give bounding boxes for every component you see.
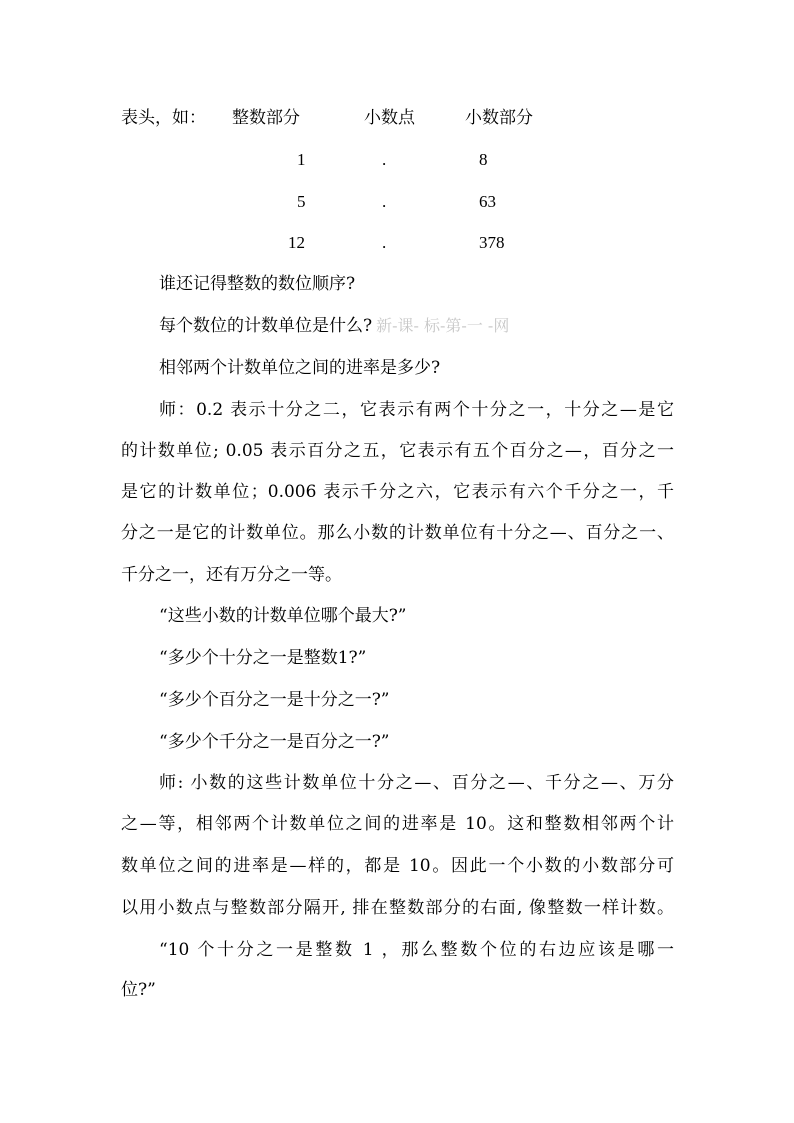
quote-hundredths-to-tenth: “多少个百分之一是十分之一?” bbox=[159, 690, 390, 710]
integer-cell: 1 bbox=[297, 150, 306, 169]
header-integer-part: 整数部分 bbox=[232, 108, 300, 128]
quote-thousandths-to-hundredth: “多少个千分之一是百分之一?” bbox=[159, 732, 390, 752]
table-row bbox=[0, 148, 794, 172]
paragraph-line: 的计数单位; 0.05 表示百分之五，它表示有五个百分之—，百分之一 bbox=[121, 441, 674, 461]
table-row bbox=[0, 231, 794, 255]
table-header bbox=[0, 106, 794, 130]
paragraph-line: 千分之一，还有万分之一等。 bbox=[121, 565, 342, 585]
decimal-cell: 63 bbox=[479, 192, 496, 211]
quote-largest-unit: “这些小数的计数单位哪个最大?” bbox=[159, 606, 407, 626]
question-conversion-rate: 相邻两个计数单位之间的进率是多少? bbox=[159, 358, 441, 378]
paragraph-line: 师：0.2 表示十分之二，它表示有两个十分之一，十分之—是它 bbox=[159, 400, 674, 420]
paragraph-line: 是它的计数单位；0.006 表示千分之六，它表示有六个千分之一，千 bbox=[121, 482, 674, 502]
paragraph-line: 分之一是它的计数单位。那么小数的计数单位有十分之—、百分之一、 bbox=[121, 523, 674, 543]
header-label: 表头，如： bbox=[121, 108, 206, 128]
paragraph-line: 师: 小数的这些计数单位十分之—、百分之—、千分之—、万分 bbox=[159, 773, 674, 793]
table-row bbox=[0, 190, 794, 214]
decimal-cell: 8 bbox=[479, 150, 488, 169]
point-cell: . bbox=[382, 233, 387, 252]
paragraph-line: 以用小数点与整数部分隔开, 排在整数部分的右面, 像整数一样计数。 bbox=[121, 898, 674, 918]
header-decimal-point: 小数点 bbox=[364, 108, 415, 128]
header-decimal-part: 小数部分 bbox=[465, 108, 533, 128]
paragraph-line: 位?” bbox=[121, 980, 156, 1000]
watermark-text: 新-课- 标-第-一 -网 bbox=[376, 316, 510, 335]
paragraph-line: 数单位之间的进率是—样的，都是 10。因此一个小数的小数部分可 bbox=[121, 856, 674, 876]
paragraph-line: 之—等，相邻两个计数单位之间的进率是 10。这和整数相邻两个计 bbox=[121, 814, 674, 834]
question-digit-order: 谁还记得整数的数位顺序? bbox=[159, 274, 356, 294]
question-counting-unit-text: 每个数位的计数单位是什么? bbox=[159, 316, 373, 336]
integer-cell: 12 bbox=[288, 233, 305, 252]
point-cell: . bbox=[382, 150, 387, 169]
integer-cell: 5 bbox=[297, 192, 306, 211]
paragraph-line: “10 个十分之一是整数 1 ，那么整数个位的右边应该是哪一 bbox=[159, 940, 674, 960]
decimal-cell: 378 bbox=[479, 233, 505, 252]
quote-tenths-to-one: “多少个十分之一是整数1?” bbox=[159, 648, 367, 668]
question-counting-unit bbox=[159, 314, 509, 338]
point-cell: . bbox=[382, 192, 387, 211]
